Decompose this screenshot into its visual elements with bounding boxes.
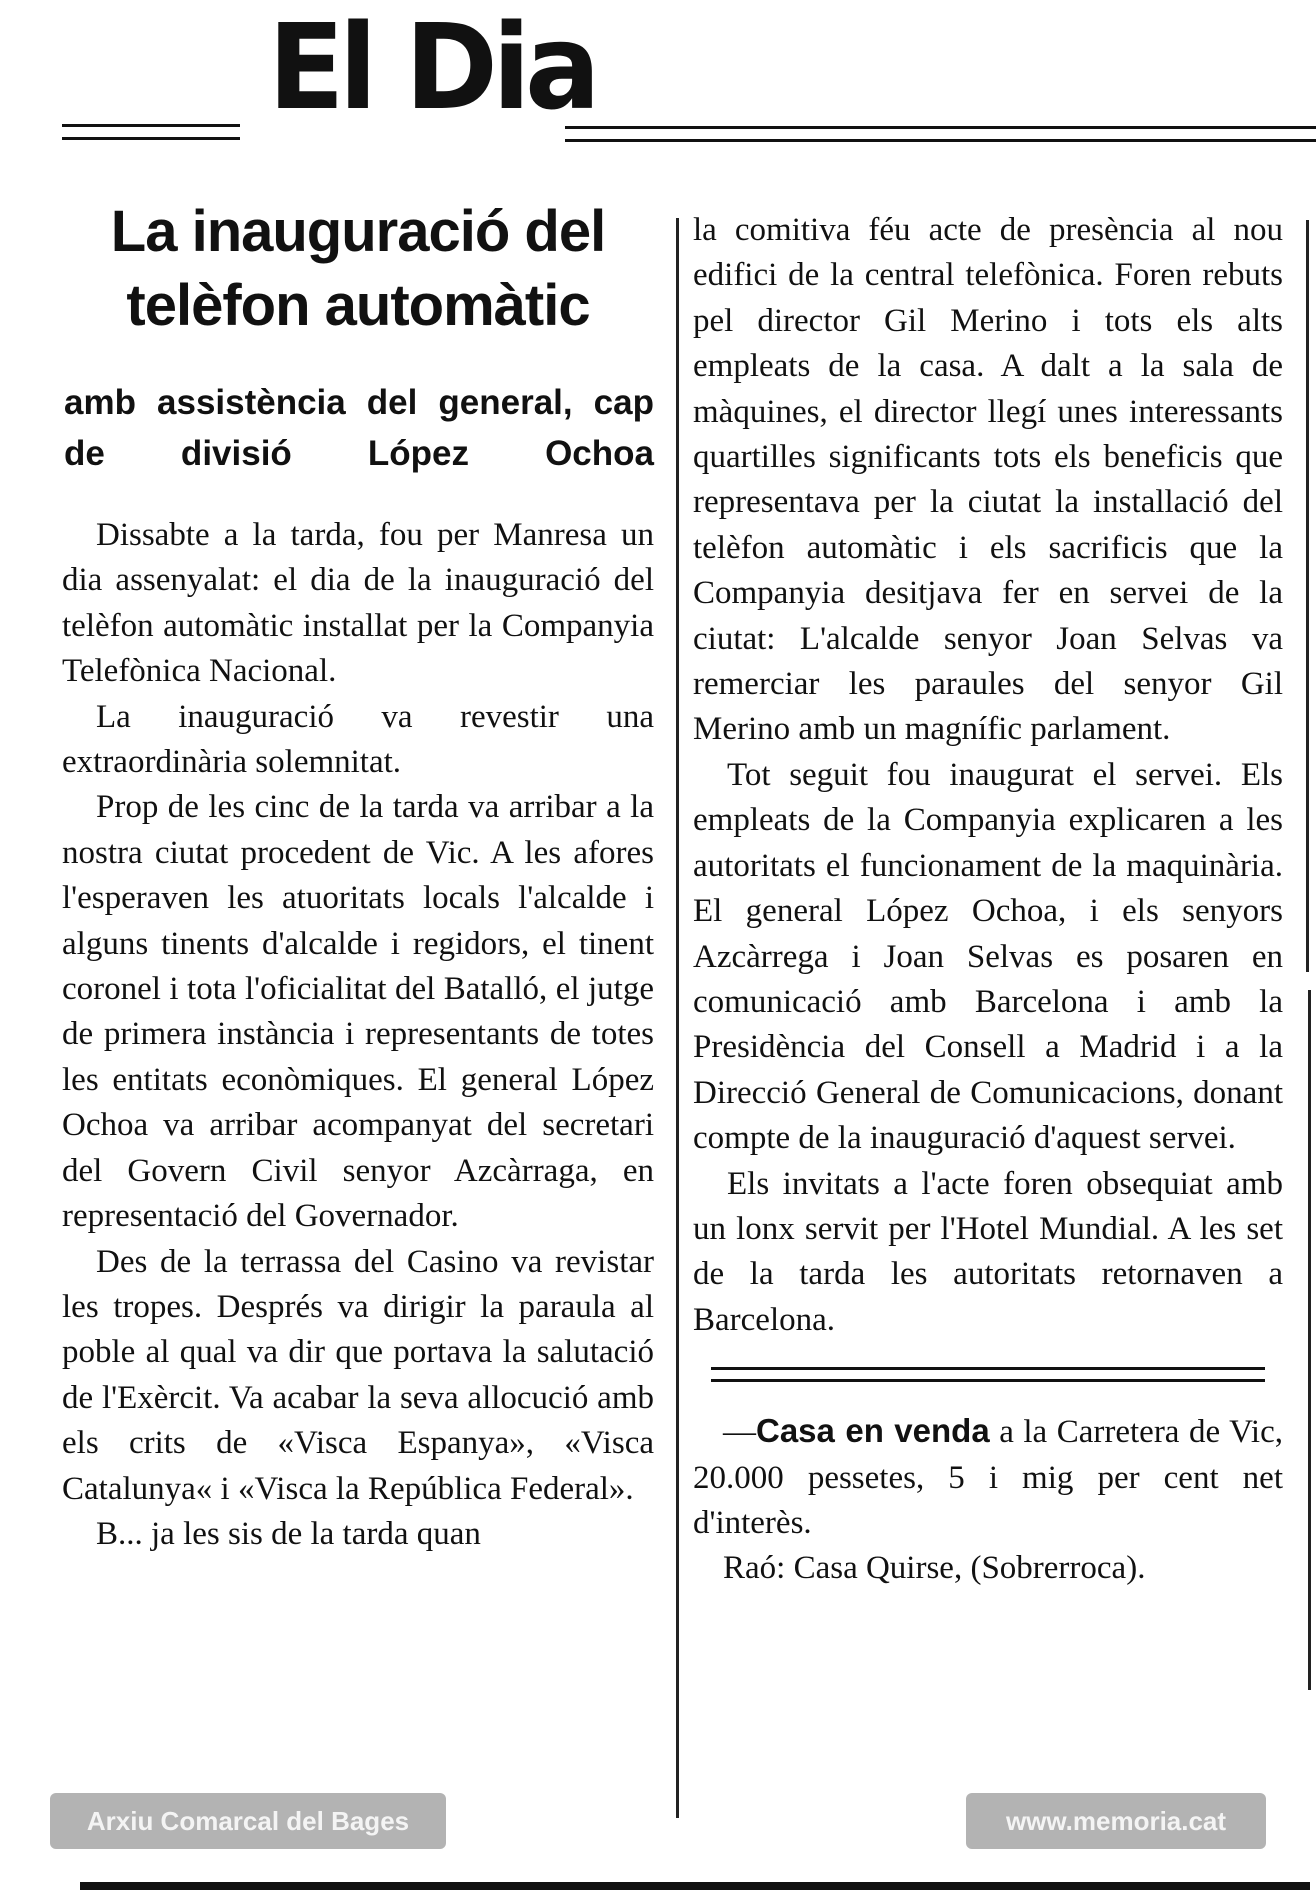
- article-paragraph: B... ja les sis de la tarda quan: [96, 1515, 481, 1552]
- page-edge-line: [1306, 220, 1309, 972]
- article-paragraph: la comitiva féu acte de presència al nou edifici de la central telefònica. Foren rebuts pel director Gil Merino i tots els alts empleats de la casa. A dalt a la sala de màquines, el director llegí unes interessants quartilles significants tots els beneficis que representava per la ciutat la installació del telèfon automàtic i els sacrificis que la Companyia desitjava fer en servei de la ciutat: L'alcalde senyor Joan Selvas va remerciar les paraules del senyor Gil Merino amb un magnífic parlament.: [693, 212, 1283, 748]
- masthead: [0, 0, 1316, 160]
- page-edge-line: [1308, 990, 1311, 1690]
- article-paragraph: La inauguració va revestir una extraordinària solemnitat.: [62, 698, 654, 781]
- masthead-rule-right: [565, 126, 1316, 142]
- article-headline: La inauguració del telèfon automàtic: [110, 199, 606, 338]
- classified-ad-contact: Raó: Casa Quirse, (Sobrerroca).: [723, 1550, 1146, 1587]
- archive-watermark: Arxiu Comarcal del Bages: [50, 1793, 446, 1849]
- article-body-right: [693, 208, 1283, 1343]
- article-body-left: [62, 513, 654, 1557]
- section-divider: [711, 1367, 1265, 1382]
- article-right-column: [693, 208, 1283, 1592]
- newspaper-logo: El Dia: [268, 0, 595, 136]
- article-paragraph: Tot seguit fou inaugurat el servei. Els empleats de la Companyia explicaren a les autoritats el funcionament de la maquinària. El general López Ochoa, i els senyors Azcàrrega i Joan Selvas es posaren en comunicació amb Barcelona i amb la Presidència del Consell a Madrid i a la Direcció General de Comunicacions, donant compte de la inauguració d'aquest servei.: [693, 756, 1283, 1157]
- article-left-column: [62, 195, 654, 1557]
- article-paragraph: Els invitats a l'acte foren obsequiat amb un lonx servit per l'Hotel Mundial. A les set de la tarda les autoritats retornaven a Barcelona.: [693, 1165, 1283, 1338]
- bottom-rule: [80, 1882, 1310, 1890]
- article-paragraph: Dissabte a la tarda, fou per Manresa un dia assenyalat: el dia de la inauguració del telèfon automàtic installat per la Companyia Telefònica Nacional.: [62, 517, 654, 690]
- classified-ad-body: a la Carretera de Vic, 20.000 pessetes, 5 i mig per cent net d'interès.: [693, 1414, 1283, 1541]
- website-watermark: www.memoria.cat: [966, 1793, 1266, 1849]
- classified-ad: [693, 1408, 1283, 1592]
- article-paragraph: Prop de les cinc de la tarda va arribar a la nostra ciutat procedent de Vic. A les afores l'esperaven les atuoritats locals l'alcalde i alguns tinents d'alcalde i regidors, el tinent coronel i tota l'oficialitat del Batalló, el jutge de primera instància i representants de totes les entitats econòmiques. El general López Ochoa va arribar acompanyat del secretari del Govern Civil senyor Azcàrraga, en representació del Governador.: [62, 789, 654, 1235]
- column-divider: [676, 218, 679, 1818]
- masthead-rule-left: [62, 124, 240, 140]
- article-paragraph: Des de la terrassa del Casino va revistar les tropes. Després va dirigir la paraula al poble al qual va dir que portava la salutació de l'Exèrcit. Va acabar la seva allocució amb els crits de «Visca Espanya», «Visca Catalunya« i «Visca la República Federal».: [62, 1243, 654, 1507]
- classified-dash: —: [723, 1414, 756, 1451]
- classified-ad-title: Casa en venda: [756, 1412, 990, 1450]
- classified-ad-text: [693, 1408, 1283, 1546]
- article-subhead: amb assistència del general, cap de divisió López Ochoa: [64, 383, 654, 473]
